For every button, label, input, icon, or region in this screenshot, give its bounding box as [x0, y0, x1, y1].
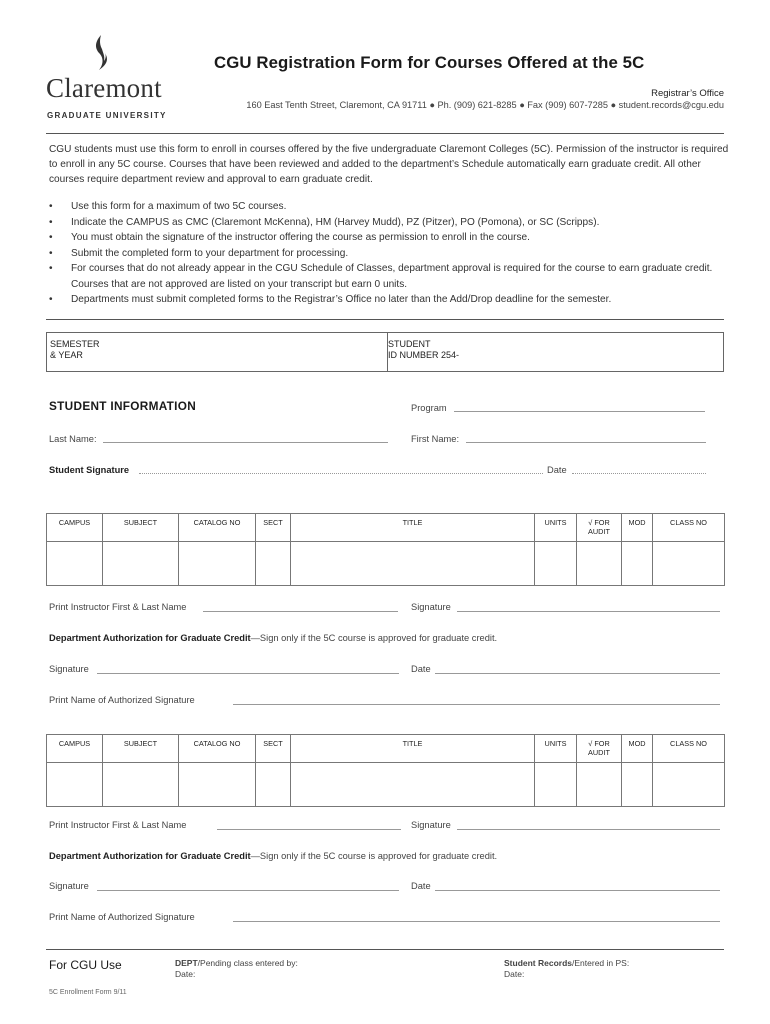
records-bold: Student Records: [504, 958, 573, 968]
last-name-field[interactable]: [103, 442, 388, 443]
student-info-heading: STUDENT INFORMATION: [49, 399, 197, 413]
student-signature-field[interactable]: [139, 473, 543, 474]
table-row: [47, 763, 725, 807]
program-label: Program: [411, 403, 447, 413]
audit-label-1: √ FOR: [588, 518, 610, 527]
audit-checkbox[interactable]: [577, 763, 622, 807]
col-audit: [577, 735, 622, 763]
student-signature-label: Student Signature: [49, 465, 130, 475]
course-table-2: [46, 734, 725, 807]
col-campus: CAMPUS: [47, 735, 103, 763]
student-date-field[interactable]: [572, 473, 706, 474]
id-number-label: ID NUMBER 254-: [388, 350, 460, 360]
list-item: • For courses that do not already appear in the CGU Schedule of Classes, department approval is required for the course to earn graduate credit. Courses that are not approved are listed on your transcript but earn 0 units.: [49, 261, 729, 292]
col-subject: SUBJECT: [103, 735, 179, 763]
dept-entry-label: [175, 958, 298, 969]
date-label: Date: [547, 465, 567, 475]
records-date-label: Date:: [504, 969, 525, 979]
instructions-list: [49, 199, 729, 308]
mod-input[interactable]: [622, 542, 653, 586]
units-input[interactable]: [535, 763, 577, 807]
audit-label-2: AUDIT: [588, 527, 610, 536]
dept-authorization-title: Department Authorization for Graduate Credit: [49, 851, 251, 861]
col-title: TITLE: [291, 514, 535, 542]
col-campus: CAMPUS: [47, 514, 103, 542]
campus-input[interactable]: [47, 763, 103, 807]
instructor-signature-field[interactable]: [457, 611, 720, 612]
col-sect: SECT: [256, 735, 291, 763]
mod-input[interactable]: [622, 763, 653, 807]
cgu-use-heading: For CGU Use: [49, 958, 122, 972]
semester-year-field[interactable]: [47, 333, 388, 371]
dept-authorization-note: —Sign only if the 5C course is approved for graduate credit.: [250, 851, 498, 861]
list-item: • Indicate the CAMPUS as CMC (Claremont McKenna), HM (Harvey Mudd), PZ (Pitzer), PO (Pomona), or SC (Scripps).: [49, 215, 729, 231]
catalog-input[interactable]: [179, 763, 256, 807]
first-name-label: First Name:: [411, 434, 460, 444]
dept-rest: /Pending class entered by:: [197, 958, 298, 968]
instructor-name-field[interactable]: [203, 611, 398, 612]
table-header-row: [47, 735, 725, 763]
dept-date-label: Date:: [175, 969, 196, 979]
units-input[interactable]: [535, 542, 577, 586]
form-title: CGU Registration Form for Courses Offered at the 5C: [214, 53, 645, 72]
instructor-name-field[interactable]: [217, 829, 401, 830]
auth-signature-field[interactable]: [97, 673, 399, 674]
table-header-row: [47, 514, 725, 542]
auth-date-label: Date: [411, 664, 431, 674]
semester-id-box: [46, 332, 724, 372]
class-no-input[interactable]: [653, 763, 725, 807]
subject-input[interactable]: [103, 763, 179, 807]
subject-input[interactable]: [103, 542, 179, 586]
instructor-name-label: Print Instructor First & Last Name: [49, 820, 187, 830]
records-entry-label: [504, 958, 629, 969]
authorized-name-field[interactable]: [233, 921, 720, 922]
col-sect: SECT: [256, 514, 291, 542]
sect-input[interactable]: [256, 542, 291, 586]
col-mod: MOD: [622, 514, 653, 542]
list-item: • Departments must submit completed forms to the Registrar’s Office no later than the Add/Drop deadline for the semester.: [49, 292, 729, 308]
audit-label-1: √ FOR: [588, 739, 610, 748]
catalog-input[interactable]: [179, 542, 256, 586]
dept-authorization-text: [49, 633, 497, 643]
instructor-name-label: Print Instructor First & Last Name: [49, 602, 187, 612]
instructor-signature-label: Signature: [411, 820, 451, 830]
col-catalog: CATALOG NO: [179, 735, 256, 763]
logo-subtitle: GRADUATE UNIVERSITY: [47, 111, 167, 120]
authorized-name-label: Print Name of Authorized Signature: [49, 912, 195, 922]
sect-input[interactable]: [256, 763, 291, 807]
list-item: • Submit the completed form to your department for processing.: [49, 246, 729, 262]
col-title: TITLE: [291, 735, 535, 763]
last-name-label: Last Name:: [49, 434, 97, 444]
semester-label: SEMESTER: [50, 339, 100, 349]
auth-signature-label: Signature: [49, 664, 89, 674]
table-row: [47, 542, 725, 586]
program-field[interactable]: [454, 411, 705, 412]
auth-date-field[interactable]: [435, 673, 720, 674]
col-class-no: CLASS NO: [653, 514, 725, 542]
header-divider: [46, 133, 724, 134]
section-divider: [46, 319, 724, 320]
dept-authorization-note: —Sign only if the 5C course is approved for graduate credit.: [250, 633, 498, 643]
dept-entry-block: [175, 958, 298, 980]
dept-authorization-title: Department Authorization for Graduate Credit: [49, 633, 251, 643]
title-input[interactable]: [291, 542, 535, 586]
col-subject: SUBJECT: [103, 514, 179, 542]
registrar-office: Registrar’s Office: [651, 88, 724, 99]
records-entry-block: [504, 958, 629, 980]
intro-paragraph: CGU students must use this form to enroll in courses offered by the five undergraduate Claremont Colleges (5C). Permission of the instructor is required to enroll in any 5C course. Courses that have been reviewed and added to the department’s Schedule automatically earn graduate credit. All other courses require department review and approval to earn graduate credit.: [49, 144, 729, 185]
footer-divider: [46, 949, 724, 950]
authorized-name-label: Print Name of Authorized Signature: [49, 695, 195, 705]
instructor-signature-field[interactable]: [457, 829, 720, 830]
list-item: • You must obtain the signature of the instructor offering the course as permission to enroll in the course.: [49, 230, 729, 246]
form-number: 5C Enrollment Form 9/11: [49, 989, 127, 996]
col-units: UNITS: [535, 735, 577, 763]
student-id-field[interactable]: [388, 333, 723, 371]
course-table-1: [46, 513, 725, 586]
campus-input[interactable]: [47, 542, 103, 586]
auth-signature-field[interactable]: [97, 890, 399, 891]
dept-authorization-text: [49, 851, 497, 861]
logo-name: Claremont: [46, 73, 162, 103]
class-no-input[interactable]: [653, 542, 725, 586]
auth-date-label: Date: [411, 881, 431, 891]
col-class-no: CLASS NO: [653, 735, 725, 763]
auth-date-field[interactable]: [435, 890, 720, 891]
contact-address: 160 East Tenth Street, Claremont, CA 91711 ● Ph. (909) 621-8285 ● Fax (909) 607-7285 ● student.records@cgu.edu: [246, 100, 724, 110]
year-label: & YEAR: [50, 350, 83, 360]
audit-label-2: AUDIT: [588, 748, 610, 757]
col-units: UNITS: [535, 514, 577, 542]
authorized-name-field[interactable]: [233, 704, 720, 705]
auth-signature-label: Signature: [49, 881, 89, 891]
dept-bold: DEPT: [175, 958, 198, 968]
student-label: STUDENT: [388, 339, 431, 349]
col-audit: [577, 514, 622, 542]
audit-checkbox[interactable]: [577, 542, 622, 586]
instructor-signature-label: Signature: [411, 602, 451, 612]
first-name-field[interactable]: [466, 442, 706, 443]
title-input[interactable]: [291, 763, 535, 807]
records-rest: /Entered in PS:: [572, 958, 630, 968]
col-mod: MOD: [622, 735, 653, 763]
list-item: • Use this form for a maximum of two 5C courses.: [49, 199, 729, 215]
col-catalog: CATALOG NO: [179, 514, 256, 542]
